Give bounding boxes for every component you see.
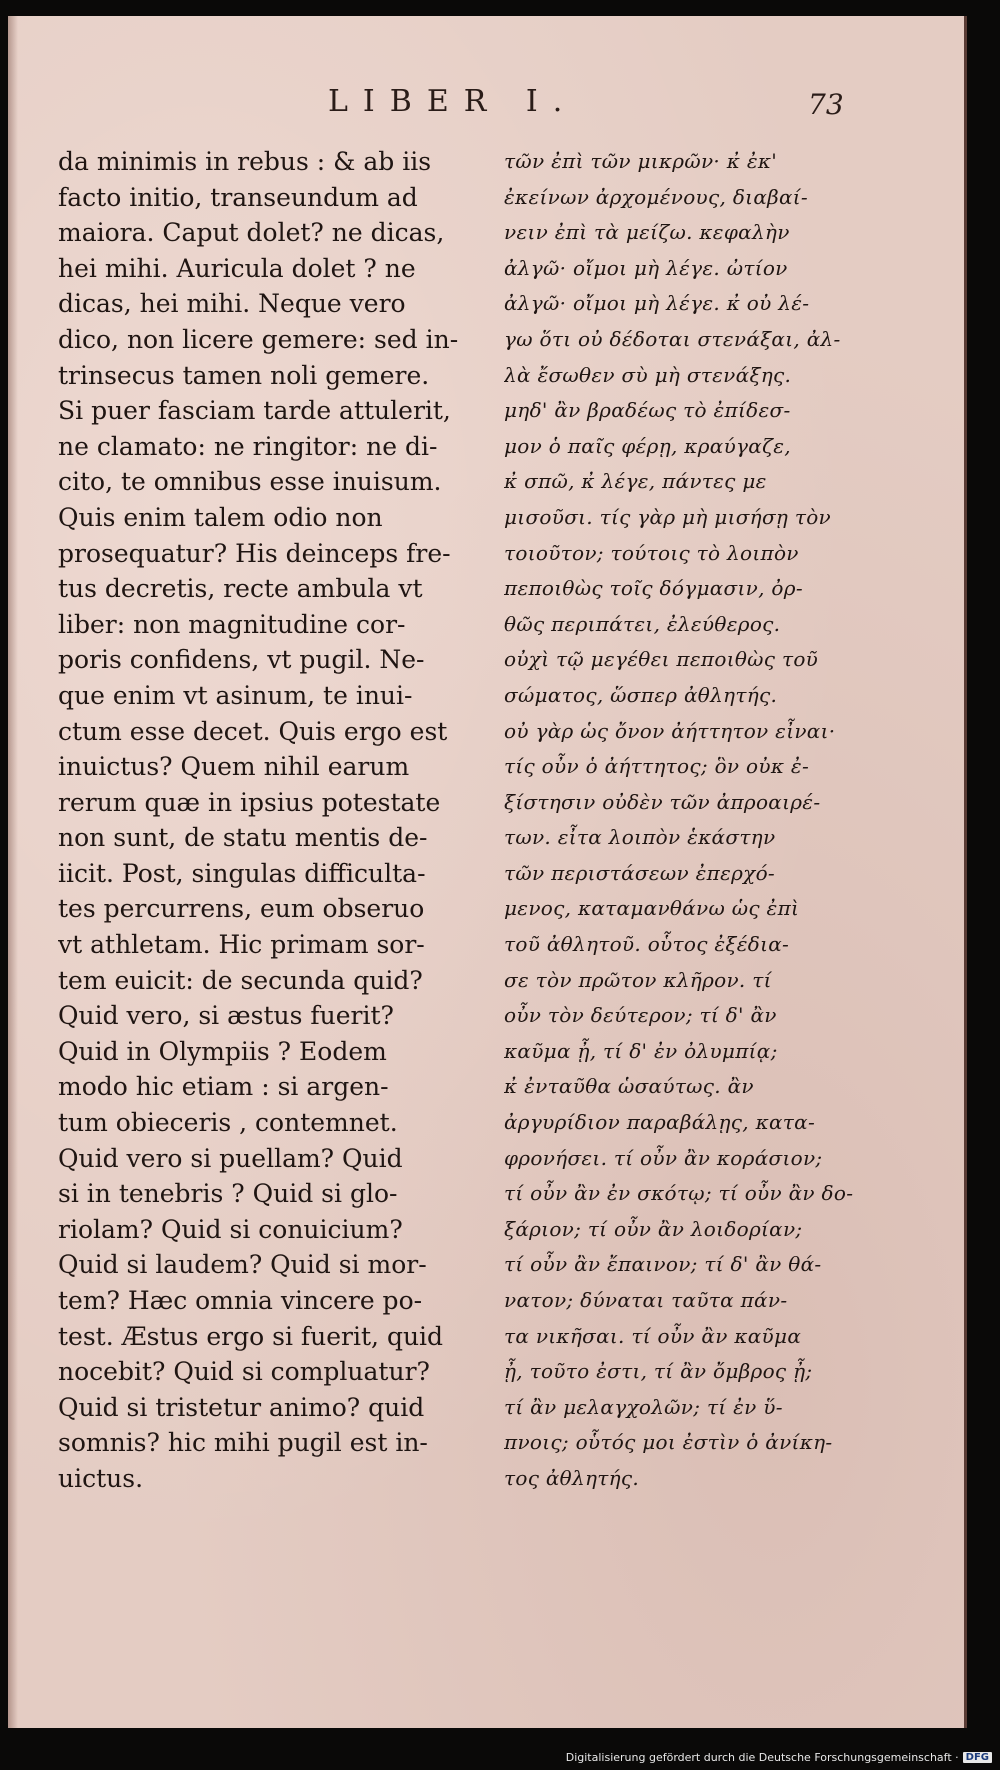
text-line: somnis? hic mihi pugil est in- [58, 1428, 428, 1458]
text-line: ctum esse decet. Quis ergo est [58, 716, 448, 746]
text-line: Quid si tristetur animo? quid [58, 1392, 425, 1422]
latin-text-column [58, 144, 498, 1497]
text-line: cito, te omnibus esse inuisum. [58, 467, 442, 497]
text-line: μενος, καταμανθάνω ὡς ἐπὶ [504, 896, 800, 921]
text-line: Quid si laudem? Quid si mor- [58, 1250, 427, 1280]
text-line: μισοῦσι. τίς γὰρ μὴ μισήσῃ τὸν [504, 504, 832, 529]
text-line: inuictus? Quem nihil earum [58, 752, 410, 782]
text-line: rerum quæ in ipsius potestate [58, 787, 441, 817]
text-line: Quid vero si puellam? Quid [58, 1143, 403, 1173]
dfg-logo: DFG [963, 1752, 992, 1763]
text-line: dico, non licere gemere: sed in- [58, 324, 459, 354]
text-line: ἐκείνων ἀρχομένους, διαβαί- [504, 184, 808, 209]
text-line: τίς οὖν ὁ ἀήττητος; ὃν οὐκ ἐ- [504, 754, 809, 779]
text-line: οὐχὶ τῷ μεγέθει πεποιθὼς τοῦ [504, 647, 819, 672]
text-line: trinsecus tamen noli gemere. [58, 360, 430, 390]
text-line: Quis enim talem odio non [58, 502, 383, 532]
text-line: tem euicit: de secunda quid? [58, 965, 423, 995]
text-line: non sunt, de statu mentis de- [58, 823, 428, 853]
text-line: ξάριον; τί οὖν ἂν λοιδορίαν; [504, 1216, 803, 1241]
text-line: των. εἶτα λοιπὸν ἑκάστην [504, 825, 776, 850]
book-page [8, 16, 967, 1728]
text-line: μον ὁ παῖς φέρῃ, κραύγαζε, [504, 433, 791, 458]
text-line: σώματος, ὥσπερ ἀθλητής. [504, 682, 778, 707]
text-line: μηδ' ἂν βραδέως τὸ ἐπίδεσ- [504, 398, 791, 423]
page-header [8, 80, 964, 140]
text-line: vt athletam. Hic primam sor- [58, 930, 425, 960]
text-line: κ̓ ἐνταῦθα ὡσαύτως. ἂν [504, 1074, 754, 1099]
text-line: tes percurrens, eum obseruo [58, 894, 425, 924]
text-line: τα νικῆσαι. τί οὖν ἂν καῦμα [504, 1323, 802, 1348]
text-line: liber: non magnitudine cor- [58, 609, 406, 639]
text-line: ἀλγῶ· οἴμοι μὴ λέγε. ὠτίον [504, 255, 788, 280]
running-head: LIBER I. [328, 84, 578, 119]
digitization-credit [566, 1751, 992, 1764]
text-line: τί οὖν ἂν ἔπαινον; τί δ' ἂν θά- [504, 1252, 822, 1277]
text-line: σε τὸν πρῶτον κλῆρον. τί [504, 967, 772, 992]
text-line: νειν ἐπὶ τὰ μείζω. κεφαλὴν [504, 220, 790, 245]
text-line: maiora. Caput dolet? ne dicas, [58, 218, 445, 248]
text-line: τος ἀθλητής. [504, 1465, 640, 1490]
text-line: ne clamato: ne ringitor: ne di- [58, 431, 438, 461]
text-line: que enim vt asinum, te inui- [58, 680, 413, 710]
text-line: ᾖ, τοῦτο ἐστι, τί ἂν ὄμβρος ᾖ; [504, 1359, 813, 1384]
page-number: 73 [808, 88, 844, 121]
credit-text: Digitalisierung gefördert durch die Deutsche Forschungsgemeinschaft · [565, 1751, 959, 1764]
greek-text-column [504, 144, 958, 1497]
text-line: da minimis in rebus : & ab iis [58, 147, 432, 176]
text-line: πνοις; οὗτός μοι ἐστὶν ὁ ἀνίκη- [504, 1430, 833, 1455]
text-line: τοῦ ἀθλητοῦ. οὗτος ἐξέδια- [504, 932, 790, 957]
text-line: hei mihi. Auricula dolet ? ne [58, 253, 416, 283]
text-line: οὖν τὸν δεύτερον; τί δ' ἂν [504, 1003, 777, 1028]
text-line: facto initio, transeundum ad [58, 182, 418, 212]
text-line: riolam? Quid si conuicium? [58, 1214, 403, 1244]
text-line: dicas, hei mihi. Neque vero [58, 289, 406, 319]
text-line: τί ἂν μελαγχολῶν; τί ἐν ὕ- [504, 1394, 783, 1419]
text-line: prosequatur? His deinceps fre- [58, 538, 451, 568]
text-line: iicit. Post, singulas difficulta- [58, 858, 426, 888]
text-line: ἀλγῶ· οἴμοι μὴ λέγε. κ̓ οὐ λέ- [504, 291, 810, 316]
text-line: Si puer fasciam tarde attulerit, [58, 396, 451, 426]
text-line: καῦμα ᾖ, τί δ' ἐν ὀλυμπίᾳ; [504, 1038, 778, 1063]
text-line: τῶν περιστάσεων ἐπερχό- [504, 860, 775, 885]
text-line: θῶς περιπάτει, ἐλεύθερος. [504, 611, 781, 636]
text-line: λὰ ἔσωθεν σὺ μὴ στενάξης. [504, 362, 792, 387]
text-line: poris confidens, vt pugil. Ne- [58, 645, 425, 675]
text-line: γω ὅτι οὐ δέδοται στενάξαι, ἀλ- [504, 326, 841, 351]
text-line: τοιοῦτον; τούτοις τὸ λοιπὸν [504, 540, 799, 565]
text-line: νατον; δύναται ταῦτα πάν- [504, 1288, 788, 1312]
page-edge-shadow [8, 16, 18, 1728]
text-line: Quid vero, si æstus fuerit? [58, 1001, 394, 1031]
text-line: tum obieceris , contemnet. [58, 1108, 398, 1138]
text-line: ξίστησιν οὐδὲν τῶν ἀπροαιρέ- [504, 789, 821, 814]
text-line: πεποιθὼς τοῖς δόγμασιν, ὀρ- [504, 576, 803, 601]
text-line: φρονήσει. τί οὖν ἂν κοράσιον; [504, 1145, 823, 1170]
text-line: Quid in Olympiis ? Eodem [58, 1036, 387, 1066]
text-line: τί οὖν ἂν ἐν σκότῳ; τί οὖν ἂν δο- [504, 1181, 854, 1206]
text-line: nocebit? Quid si compluatur? [58, 1357, 430, 1387]
text-line: κ̓ σπῶ, κ̓ λέγε, πάντες με [504, 469, 767, 494]
text-line: si in tenebris ? Quid si glo- [58, 1179, 398, 1209]
text-line: uictus. [58, 1463, 144, 1493]
text-line: test. Æstus ergo si fuerit, quid [58, 1321, 444, 1351]
text-line: ἀργυρίδιον παραβάλῃς, κατα- [504, 1110, 816, 1135]
text-line: τῶν ἐπὶ τῶν μικρῶν· κ̓ ἐκ' [504, 149, 778, 173]
text-line: tus decretis, recte ambula vt [58, 574, 423, 604]
text-line: οὐ γὰρ ὡς ὄνον ἀήττητον εἶναι· [504, 718, 836, 743]
text-line: tem? Hæc omnia vincere po- [58, 1286, 423, 1315]
text-line: modo hic etiam : si argen- [58, 1072, 389, 1102]
